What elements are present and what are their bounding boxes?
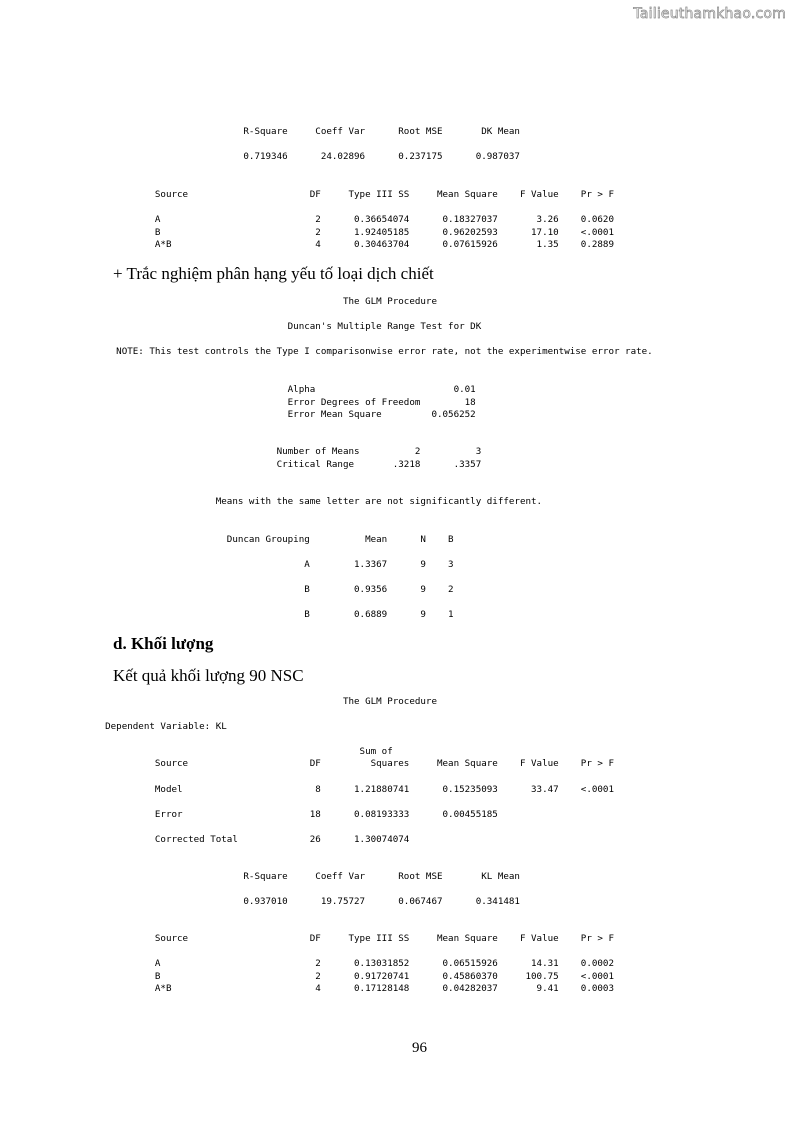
anova-rows-kl: Model 8 1.21880741 0.15235093 33.47 <.0001 Error 18 0.08193333 0.00455185 Corrected Total 26 1.30074074 bbox=[154, 784, 614, 845]
sum-of-label: Sum of bbox=[0, 746, 393, 757]
glm-procedure-title-kl: The GLM Procedure bbox=[0, 696, 437, 707]
dependent-variable: Dependent Variable: KL bbox=[0, 721, 227, 732]
duncan-means-note: Means with the same letter are not significantly different. bbox=[0, 496, 543, 507]
duncan-grouping-header: Duncan Grouping Mean N B bbox=[0, 534, 454, 545]
duncan-parameters: Alpha 0.01 Error Degrees of Freedom 18 Error Mean Square 0.056252 bbox=[287, 384, 476, 420]
section-heading-duncan: + Trắc nghiệm phân hạng yếu tố loại dịch chiết bbox=[113, 264, 434, 283]
glm-procedure-title: The GLM Procedure bbox=[0, 296, 437, 307]
watermark: Tailieuthamkhao.com bbox=[633, 6, 786, 22]
page-number: 96 bbox=[412, 1040, 427, 1056]
anova-type3-kl: Source DF Type III SS Mean Square F Value Pr > F A 2 0.13031852 0.06515926 14.31 0.0002 B 2 0.91720741 0.45860370 100.75 <.0001 A*B 4 0.17128148 0.04282037 9.41 0.0003 bbox=[154, 933, 614, 994]
duncan-grouping-rows: A 1.3367 9 3 B 0.9356 9 2 B 0.6889 9 1 bbox=[304, 559, 454, 620]
duncan-note: NOTE: This test controls the Type I comparisonwise error rate, not the experimentwise error rate. bbox=[0, 346, 653, 357]
anova-header-kl: Source DF Squares Mean Square F Value Pr > F bbox=[0, 758, 614, 769]
subheading-mass-result: Kết quả khối lượng 90 NSC bbox=[113, 666, 304, 685]
fit-statistics-dk: R-Square Coeff Var Root MSE DK Mean 0.719346 24.02896 0.237175 0.987037 bbox=[243, 126, 520, 162]
duncan-test-title: Duncan's Multiple Range Test for DK bbox=[0, 321, 482, 332]
duncan-critical-range: Number of Means 2 3 Critical Range .3218 .3357 bbox=[276, 446, 482, 470]
fit-statistics-kl: R-Square Coeff Var Root MSE KL Mean 0.937010 19.75727 0.067467 0.341481 bbox=[243, 871, 520, 907]
section-heading-mass: d. Khối lượng bbox=[113, 634, 214, 653]
anova-type3-dk: Source DF Type III SS Mean Square F Value Pr > F A 2 0.36654074 0.18327037 3.26 0.0620 B 2 1.92405185 0.96202593 17.10 <.0001 A*B 4 0.30463704 0.07615926 1.35 0.2889 bbox=[154, 189, 614, 250]
